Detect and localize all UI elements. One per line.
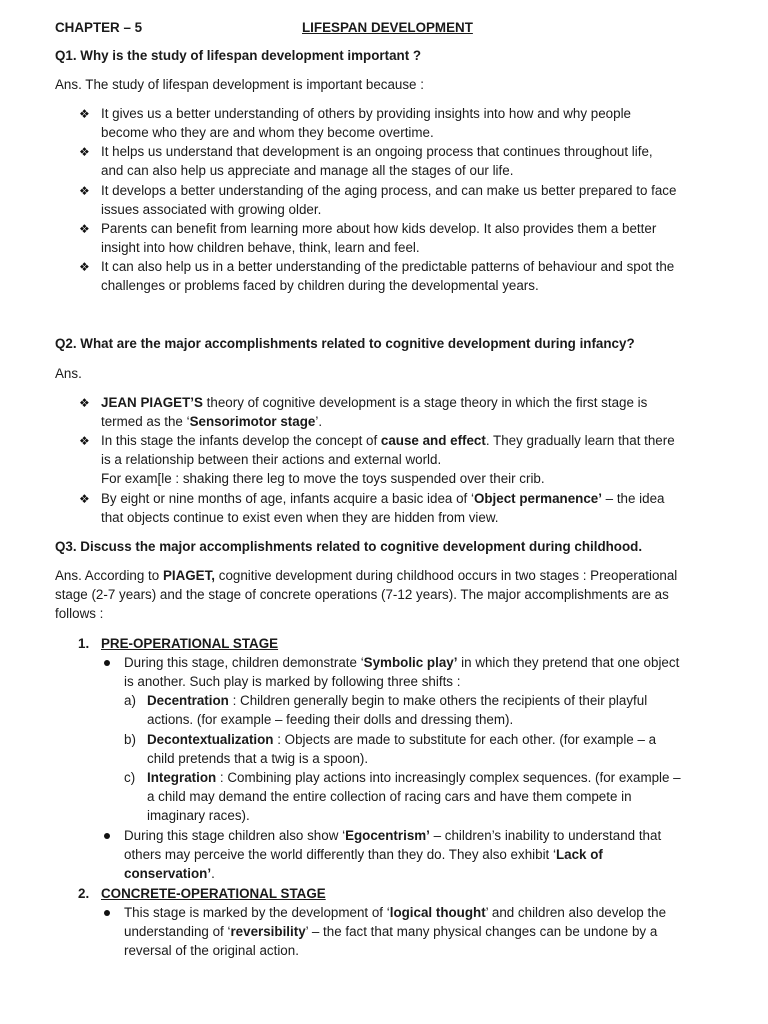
list-item: is another. Such play is marked by following three shifts :	[124, 674, 461, 689]
diamond-bullet-icon: ❖	[79, 396, 90, 410]
diamond-bullet-icon: ❖	[79, 260, 90, 274]
bullet-dot-icon	[104, 833, 110, 839]
bold-term: Integration	[147, 770, 217, 785]
answer-3-intro	[55, 566, 677, 585]
sub-item-marker: a)	[124, 693, 136, 708]
list-item	[124, 653, 679, 672]
sub-item-marker: c)	[124, 770, 136, 785]
bold-term: Egocentrism’	[345, 828, 430, 843]
bold-term: Decentration	[147, 693, 229, 708]
answer-1-intro: Ans. The study of lifespan development is important because :	[55, 77, 424, 92]
question-1: Q1. Why is the study of lifespan development important ?	[55, 48, 422, 63]
list-item: and can also help us appreciate and manage all the stages of our life.	[101, 163, 514, 178]
list-item	[101, 412, 322, 431]
list-item-text: .	[211, 866, 215, 881]
sub-item	[147, 768, 681, 787]
diamond-bullet-icon: ❖	[79, 492, 90, 506]
list-item: It can also help us in a better understanding of the predictable patterns of behaviour and spot the	[101, 259, 675, 274]
list-item-text: termed as the ‘	[101, 414, 190, 429]
sub-item-text: : Children generally begin to make others the recipients of their playful	[228, 693, 648, 708]
sub-item: actions. (for example – feeding their dolls and dressing them).	[147, 712, 514, 727]
bold-term: PIAGET,	[162, 568, 216, 583]
list-item	[124, 826, 661, 845]
list-item: For exam[le : shaking there leg to move the toys suspended over their crib.	[101, 471, 545, 486]
chapter-label: CHAPTER – 5	[55, 20, 143, 35]
sub-item-text: : Combining play actions into increasingly complex sequences. (for example –	[216, 770, 681, 785]
answer-3-intro: follows :	[55, 606, 104, 621]
paragraph-text: Ans. According to	[55, 568, 163, 583]
diamond-bullet-icon: ❖	[79, 107, 90, 121]
bold-term: conservation’	[124, 866, 212, 881]
question-3: Q3. Discuss the major accomplishments related to cognitive development during childhood.	[55, 539, 643, 554]
list-item: that objects continue to exist even when they are hidden from view.	[101, 510, 499, 525]
bold-term: logical thought	[389, 905, 486, 920]
page-title: LIFESPAN DEVELOPMENT	[302, 20, 473, 35]
stage-number: 2.	[78, 886, 90, 901]
question-2: Q2. What are the major accomplishments related to cognitive development during infancy?	[55, 336, 635, 351]
bold-term: JEAN PIAGET’S	[101, 395, 203, 410]
stage-title: CONCRETE-OPERATIONAL STAGE	[101, 886, 326, 901]
list-item: issues associated with growing older.	[101, 202, 322, 217]
sub-item-text: : Objects are made to substitute for each other. (for example – a	[273, 732, 657, 747]
list-item	[101, 393, 647, 412]
list-item	[101, 489, 665, 508]
bold-term: Sensorimotor stage	[189, 414, 316, 429]
list-item: is a relationship between their actions and external world.	[101, 452, 442, 467]
list-item	[124, 864, 215, 883]
sub-item-marker: b)	[124, 732, 136, 747]
list-item	[124, 922, 657, 941]
list-item: insight into how children behave, think, learn and feel.	[101, 240, 420, 255]
answer-3-intro: stage (2-7 years) and the stage of concrete operations (7-12 years). The major accomplishments are as	[55, 587, 669, 602]
list-item: It gives us a better understanding of others by providing insights into how and why people	[101, 106, 632, 121]
list-item-text: By eight or nine months of age, infants acquire a basic idea of ‘	[101, 491, 474, 506]
list-item-text: During this stage, children demonstrate ‘	[124, 655, 364, 670]
list-item-text: in which they pretend that one object	[457, 655, 680, 670]
sub-item: a child may demand the entire collection of racing cars and have them compete in	[147, 789, 632, 804]
bold-term: Symbolic play’	[363, 655, 458, 670]
list-item-text: – the idea	[601, 491, 665, 506]
answer-2-intro: Ans.	[55, 366, 82, 381]
list-item: It develops a better understanding of the aging process, and can make us better prepared to face	[101, 183, 677, 198]
sub-item	[147, 691, 647, 710]
list-item-text: understanding of ‘	[124, 924, 231, 939]
list-item: Parents can benefit from learning more about how kids develop. It also provides them a better	[101, 221, 657, 236]
list-item-text: ’ – the fact that many physical changes can be undone by a	[305, 924, 658, 939]
list-item-text: During this stage children also show ‘	[124, 828, 346, 843]
bullet-dot-icon	[104, 660, 110, 666]
bold-term: Decontextualization	[147, 732, 274, 747]
stage-number: 1.	[78, 636, 90, 651]
list-item-text: theory of cognitive development is a stage theory in which the first stage is	[202, 395, 648, 410]
paragraph-text: cognitive development during childhood occurs in two stages : Preoperational	[215, 568, 678, 583]
list-item	[124, 845, 603, 864]
list-item-text: . They gradually learn that there	[485, 433, 675, 448]
bullet-dot-icon	[104, 910, 110, 916]
list-item-text: – children’s inability to understand that	[429, 828, 662, 843]
diamond-bullet-icon: ❖	[79, 434, 90, 448]
list-item-text: This stage is marked by the development of ‘	[124, 905, 390, 920]
sub-item: child pretends that a twig is a spoon).	[147, 751, 369, 766]
list-item-text: others may perceive the world differently than they do. They also exhibit ‘	[124, 847, 556, 862]
list-item	[124, 903, 666, 922]
sub-item	[147, 730, 656, 749]
list-item: reversal of the original action.	[124, 943, 299, 958]
stage-title: PRE-OPERATIONAL STAGE	[101, 636, 279, 651]
sub-item: imaginary races).	[147, 808, 250, 823]
bold-term: reversibility	[230, 924, 306, 939]
bold-term: cause and effect	[380, 433, 486, 448]
list-item: challenges or problems faced by children during the developmental years.	[101, 278, 539, 293]
list-item: become who they are and whom they become overtime.	[101, 125, 434, 140]
list-item-text: ’ and children also develop the	[485, 905, 667, 920]
diamond-bullet-icon: ❖	[79, 145, 90, 159]
list-item	[101, 431, 675, 450]
diamond-bullet-icon: ❖	[79, 184, 90, 198]
diamond-bullet-icon: ❖	[79, 222, 90, 236]
bold-term: Lack of	[555, 847, 603, 862]
list-item: It helps us understand that development is an ongoing process that continues throughout life,	[101, 144, 653, 159]
list-item-text: In this stage the infants develop the concept of	[101, 433, 381, 448]
list-item-text: ’.	[315, 414, 323, 429]
bold-term: Object permanence’	[473, 491, 602, 506]
